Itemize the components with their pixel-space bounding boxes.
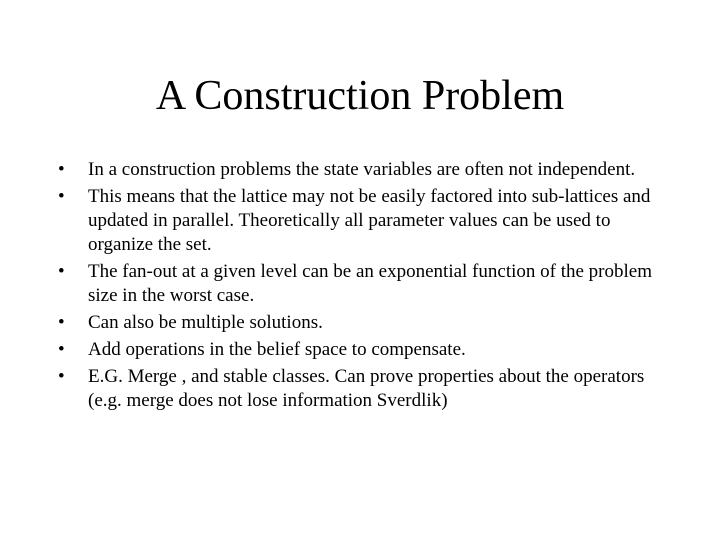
slide-title: A Construction Problem — [155, 73, 565, 119]
bullet-item — [58, 365, 678, 413]
bullet-text: In a construction problems the state variables are often not independent. — [88, 159, 636, 180]
bullet-icon: • — [58, 261, 65, 282]
bullet-icon: • — [58, 312, 65, 333]
bullet-icon: • — [58, 339, 65, 360]
bullet-icon: • — [58, 186, 65, 207]
bullet-list — [58, 158, 678, 416]
bullet-text: Add operations in the belief space to compensate. — [88, 339, 466, 360]
bullet-text: The fan-out at a given level can be an exponential function of the problem size in the worst case. — [88, 261, 652, 306]
bullet-text: E.G. Merge , and stable classes. Can prove properties about the operators (e.g. merge does not lose information Sverdlik) — [88, 366, 645, 411]
bullet-item — [58, 311, 678, 335]
bullet-icon: • — [58, 366, 65, 387]
bullet-icon: • — [58, 159, 65, 180]
bullet-text: This means that the lattice may not be easily factored into sub-lattices and updated in parallel. Theoretically all parameter values can be used to organize the set. — [88, 186, 651, 255]
bullet-item — [58, 185, 678, 257]
bullet-item — [58, 338, 678, 362]
bullet-item — [58, 158, 678, 182]
bullet-text: Can also be multiple solutions. — [88, 312, 323, 333]
bullet-item — [58, 260, 678, 308]
